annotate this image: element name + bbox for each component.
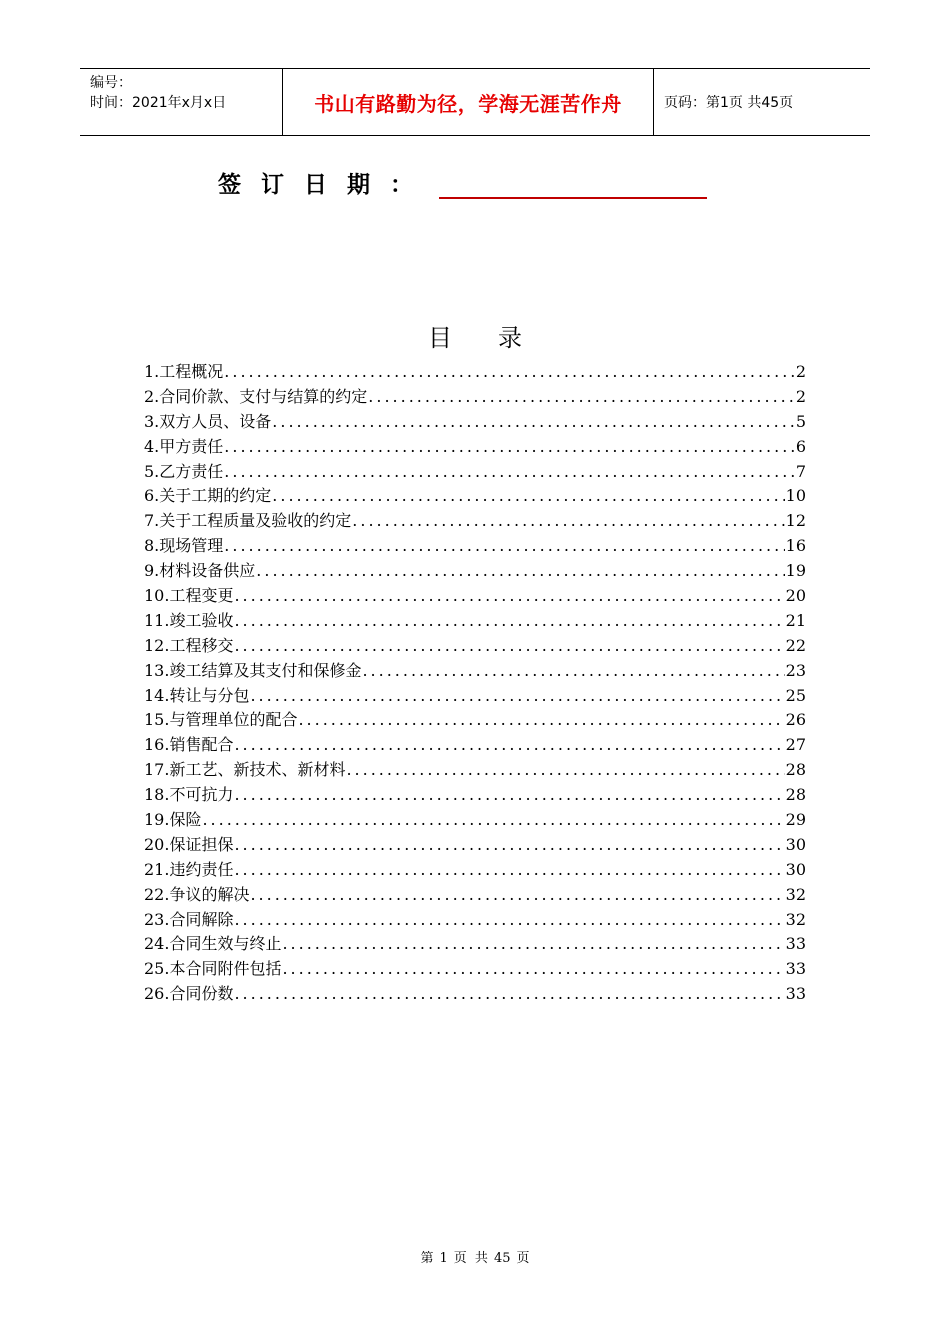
toc-item-page: 20 [785, 586, 806, 606]
toc-title: 目录 [428, 324, 568, 352]
header-motto-cell [282, 69, 654, 135]
toc-item-text: 7.关于工程质量及验收的约定 [144, 511, 352, 531]
toc-item-page: 21 [785, 610, 806, 630]
toc-item-page: 26 [785, 710, 806, 730]
toc-item-text: 20.保证担保 [144, 834, 234, 854]
toc-item-text: 8.现场管理 [144, 536, 224, 556]
toc-item-leader [233, 733, 784, 758]
document-header [80, 68, 870, 136]
toc-item[interactable] [144, 584, 806, 609]
toc-item-text: 2.合同价款、支付与结算的约定 [144, 386, 368, 406]
toc-item-leader [249, 883, 784, 908]
toc-item-text: 18.不可抗力 [144, 785, 234, 805]
toc-item-leader [233, 584, 784, 609]
toc-item[interactable] [144, 410, 806, 435]
toc-item-leader [351, 509, 784, 534]
toc-item-leader [201, 808, 784, 833]
toc-item-leader [223, 435, 795, 460]
toc-item[interactable] [144, 684, 806, 709]
footer-prefix: 第 [420, 1251, 434, 1266]
toc-item-leader [361, 659, 784, 684]
toc-item[interactable] [144, 460, 806, 485]
toc-item[interactable] [144, 509, 806, 534]
toc-item-page: 2 [795, 386, 806, 406]
toc-item[interactable] [144, 858, 806, 883]
toc-item-text: 4.甲方责任 [144, 436, 224, 456]
toc-item[interactable] [144, 733, 806, 758]
time-label: 时间：2021年x月x日 [90, 95, 227, 111]
toc-item-page: 10 [785, 486, 806, 506]
toc-item-leader [223, 360, 795, 385]
toc-item-page: 16 [785, 536, 806, 556]
toc-item-leader [233, 982, 784, 1007]
toc-item-page: 29 [785, 810, 806, 830]
toc-item-page: 2 [795, 362, 806, 381]
toc-item[interactable] [144, 609, 806, 634]
toc-item-leader [249, 684, 784, 709]
toc-item[interactable] [144, 808, 806, 833]
toc-item-text: 13.竣工结算及其支付和保修金 [144, 660, 362, 680]
toc-item[interactable] [144, 957, 806, 982]
toc-item-page: 33 [785, 934, 806, 954]
toc-item-text: 3.双方人员、设备 [144, 411, 272, 431]
toc-item[interactable] [144, 758, 806, 783]
signing-date-blank[interactable] [439, 167, 707, 199]
toc-item-text: 17.新工艺、新技术、新材料 [144, 760, 346, 780]
toc-item-text: 19.保险 [144, 810, 202, 830]
toc-item-text: 9.材料设备供应 [144, 561, 256, 581]
toc-item[interactable] [144, 908, 806, 933]
toc-item-page: 6 [795, 436, 806, 456]
motto-text: 书山有路勤为径，学海无涯苦作舟 [314, 91, 622, 116]
toc-item[interactable] [144, 484, 806, 509]
toc-item-leader [223, 534, 784, 559]
number-label: 编号： [90, 75, 132, 91]
toc-item-leader [345, 758, 784, 783]
toc-item-leader [233, 634, 784, 659]
toc-item-text: 5.乙方责任 [144, 461, 224, 481]
toc-item-text: 1.工程概况 [144, 362, 224, 381]
toc-list [144, 360, 806, 1007]
toc-item-page: 33 [785, 984, 806, 1004]
toc-item-page: 5 [795, 411, 806, 431]
toc-item-text: 23.合同解除 [144, 909, 234, 929]
toc-item[interactable] [144, 783, 806, 808]
toc-item[interactable] [144, 534, 806, 559]
toc-item-leader [233, 858, 784, 883]
header-meta-cell [80, 69, 282, 135]
toc-item-leader [233, 609, 784, 634]
toc-item-leader [271, 484, 784, 509]
toc-item-page: 28 [785, 760, 806, 780]
toc-item-text: 12.工程移交 [144, 635, 234, 655]
toc-item-page: 25 [785, 685, 806, 705]
toc-item[interactable] [144, 883, 806, 908]
footer-page-number: 1 [439, 1251, 448, 1266]
toc-item-page: 23 [785, 660, 806, 680]
toc-item-page: 12 [785, 511, 806, 531]
toc-item-text: 16.销售配合 [144, 735, 234, 755]
toc-item-page: 32 [785, 909, 806, 929]
toc-item[interactable] [144, 932, 806, 957]
toc-item-page: 28 [785, 785, 806, 805]
page-footer [0, 1247, 950, 1266]
toc-item[interactable] [144, 634, 806, 659]
toc-item-text: 6.关于工期的约定 [144, 486, 272, 506]
toc-item-leader [297, 708, 784, 733]
toc-item[interactable] [144, 708, 806, 733]
toc-item-leader [223, 460, 795, 485]
toc-item-page: 30 [785, 834, 806, 854]
toc-item[interactable] [144, 385, 806, 410]
toc-item-page: 32 [785, 884, 806, 904]
toc-item-text: 14.转让与分包 [144, 685, 250, 705]
toc-item-leader [281, 957, 784, 982]
toc-item[interactable] [144, 982, 806, 1007]
toc-item-leader [281, 932, 784, 957]
toc-item-leader [233, 908, 784, 933]
toc-item-leader [367, 385, 795, 410]
toc-item[interactable] [144, 659, 806, 684]
footer-suffix: 页 [516, 1251, 530, 1266]
toc-item-leader [255, 559, 784, 584]
toc-item-text: 10.工程变更 [144, 586, 234, 606]
toc-item-page: 22 [785, 635, 806, 655]
header-page-cell [654, 69, 870, 135]
signing-date-label: 签订日期： [218, 172, 433, 198]
toc-item-text: 21.违约责任 [144, 859, 234, 879]
toc-item[interactable] [144, 833, 806, 858]
toc-item-page: 19 [785, 561, 806, 581]
toc-item[interactable] [144, 435, 806, 460]
toc-item[interactable] [144, 559, 806, 584]
toc-item-page: 33 [785, 959, 806, 979]
toc-item-text: 11.竣工验收 [144, 610, 234, 630]
toc-item-text: 15.与管理单位的配合 [144, 710, 298, 730]
page-label: 页码：第1页 共45页 [664, 95, 794, 111]
footer-middle: 页 共 [453, 1251, 488, 1266]
signing-date-row [218, 166, 707, 199]
toc-item-leader [271, 410, 795, 435]
toc-item-page: 27 [785, 735, 806, 755]
toc-item-page: 30 [785, 859, 806, 879]
toc-item-page: 7 [795, 461, 806, 481]
toc-item-text: 26.合同份数 [144, 984, 234, 1004]
toc-item-leader [233, 833, 784, 858]
toc-item-text: 22.争议的解决 [144, 884, 250, 904]
toc-item-text: 24.合同生效与终止 [144, 934, 282, 954]
footer-total-pages: 45 [493, 1251, 511, 1266]
toc-item-text: 25.本合同附件包括 [144, 959, 282, 979]
toc-item-leader [233, 783, 784, 808]
toc-item[interactable] [144, 360, 806, 385]
